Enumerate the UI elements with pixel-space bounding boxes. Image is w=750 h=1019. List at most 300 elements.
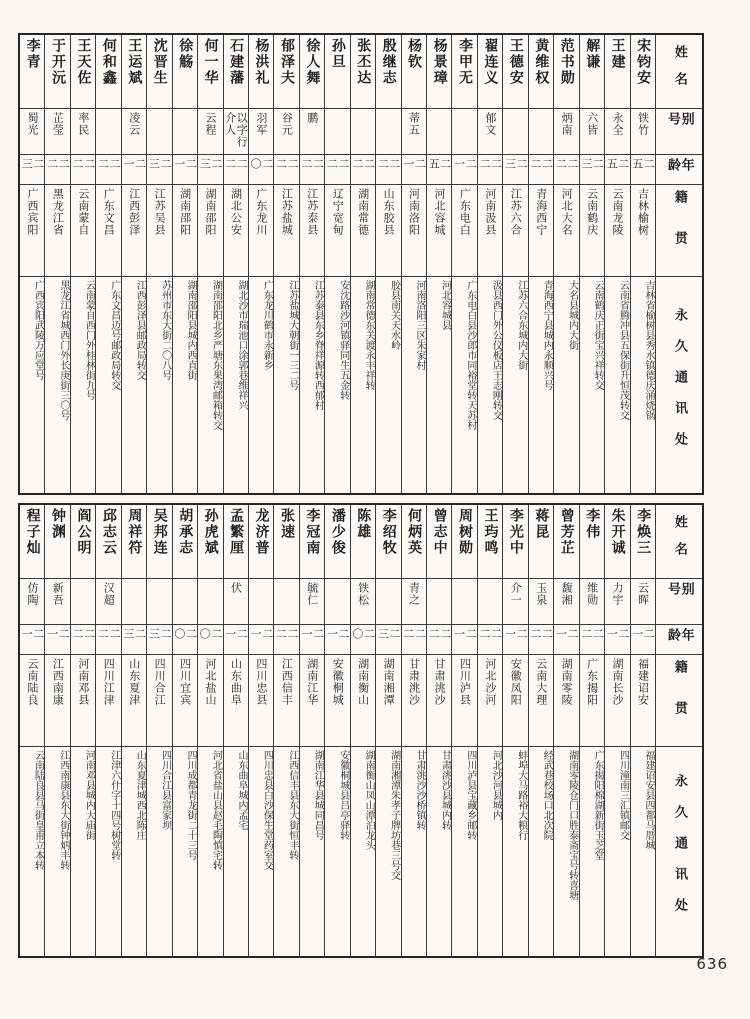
person-name-cell (325, 505, 349, 579)
person-alias-cell (529, 109, 553, 155)
person-alias-cell (20, 109, 44, 155)
person-address-cell (249, 277, 273, 493)
person-age: 二一 (223, 628, 248, 641)
person-name-cell (605, 505, 629, 579)
person-name: 于开沅 (50, 38, 66, 86)
person-name: 李冠南 (304, 508, 321, 556)
person-native-place-cell (274, 655, 298, 747)
person-age: 二一 (300, 628, 325, 641)
person-native-place: 湖南衡山 (356, 658, 370, 706)
person-name: 王玙鸣 (482, 508, 499, 556)
person-native-place: 福建诏安 (636, 658, 650, 706)
person-name-cell (325, 35, 349, 109)
person-address: 湖南常德东关渡永丰祥转 (363, 280, 375, 390)
person-native-place-cell (20, 185, 44, 277)
person-name-cell (376, 505, 400, 579)
person-alias: 云程 (204, 112, 218, 136)
person-age: 二二 (223, 158, 248, 171)
person-age: 二二 (401, 628, 426, 641)
person-alias-cell (452, 579, 476, 625)
person-name-cell (147, 35, 171, 109)
person-name: 孟繁厘 (228, 508, 245, 556)
person-column (529, 35, 554, 493)
person-name: 陈雄 (355, 508, 372, 540)
person-address: 河北容城县 (439, 280, 451, 330)
person-native-place-cell (45, 185, 69, 277)
person-alias: 蜀光 (25, 112, 39, 136)
person-name-cell (580, 35, 604, 109)
person-age: 二三 (121, 628, 147, 641)
person-name: 程子灿 (24, 508, 41, 556)
person-address: 广东电白县沙郎市同裕堂转天苏村 (464, 280, 476, 430)
person-native-place-cell (402, 185, 426, 277)
person-age: 二二 (478, 628, 503, 641)
person-address-cell (554, 747, 578, 956)
person-age: 二二 (376, 158, 401, 171)
person-age-cell (580, 155, 604, 185)
person-age-cell (96, 625, 120, 655)
person-age: 二三 (147, 158, 172, 171)
person-alias-cell (198, 109, 222, 155)
column-header-age-label: 年龄 (665, 628, 694, 643)
person-address-cell (427, 747, 451, 956)
person-address: 甘肃洮沙沙桥镇转 (414, 750, 425, 830)
person-address-cell (376, 747, 400, 956)
person-name-cell (249, 505, 273, 579)
person-native-place: 河南洛阳 (407, 188, 421, 236)
person-age: 二二 (71, 628, 96, 641)
person-address: 广东文昌迈号邮政局转交 (108, 280, 120, 390)
directory-table-bottom (18, 503, 704, 958)
person-native-place: 山东曲阜 (229, 658, 243, 706)
person-native-place-cell (249, 655, 273, 747)
person-address-cell (351, 277, 375, 493)
person-name-cell (631, 505, 655, 579)
person-name-cell (402, 35, 426, 109)
person-name: 张速 (278, 508, 295, 540)
person-address: 四川成都青龙街二十三号 (185, 750, 197, 860)
person-name-cell (45, 35, 69, 109)
person-native-place: 山东夏津 (127, 658, 141, 706)
person-native-place-cell (427, 655, 451, 747)
person-alias-cell (529, 579, 553, 625)
person-alias-cell (427, 109, 451, 155)
person-name: 胡承志 (177, 508, 194, 556)
person-name-cell (147, 505, 171, 579)
person-column (554, 505, 579, 956)
person-address: 四川泸县宝藏乡邮转 (464, 750, 476, 840)
person-native-place: 江苏盐城 (280, 188, 294, 236)
person-age: 二一 (45, 628, 70, 641)
person-column (45, 505, 70, 956)
person-native-place-cell (173, 655, 197, 747)
person-address-cell (631, 277, 655, 493)
person-column (325, 35, 350, 493)
person-alias-cell (122, 109, 146, 155)
person-address: 安沈路沙河镇驿同生五金转 (337, 280, 349, 400)
person-age: 二〇 (172, 628, 198, 641)
person-age: 二二 (71, 158, 96, 171)
person-address-cell (224, 277, 248, 493)
person-address-cell (402, 747, 426, 956)
person-alias-cell (376, 109, 400, 155)
person-native-place-cell (71, 185, 95, 277)
person-column (452, 505, 477, 956)
person-address-cell (20, 277, 44, 493)
person-address: 江西南康县东大街钟炳丰转 (57, 750, 69, 870)
person-native-place-cell (376, 185, 400, 277)
person-name-cell (274, 35, 298, 109)
person-alias: 羽军 (254, 112, 268, 136)
person-age-cell (224, 155, 248, 185)
person-age: 二一 (452, 158, 477, 171)
person-address-cell (452, 747, 476, 956)
person-native-place-cell (173, 185, 197, 277)
person-alias-cell (580, 109, 604, 155)
person-age-cell (478, 625, 502, 655)
person-alias-cell (224, 109, 248, 155)
person-name: 王运斌 (126, 38, 143, 86)
person-age: 二五 (605, 158, 630, 171)
person-alias: 新吾 (51, 582, 65, 606)
person-native-place-cell (198, 655, 222, 747)
person-alias-cell (402, 579, 426, 625)
person-name: 李焕三 (635, 508, 652, 556)
person-native-place: 江西信丰 (280, 658, 294, 706)
person-age: 二一 (554, 628, 579, 641)
person-name-cell (452, 35, 476, 109)
person-age-cell (325, 155, 349, 185)
person-alias-cell (554, 109, 578, 155)
person-alias-cell (503, 579, 527, 625)
person-native-place-cell (478, 655, 502, 747)
person-age: 二三 (147, 628, 172, 641)
person-alias-cell (45, 579, 69, 625)
person-column (224, 35, 249, 493)
person-age: 二二 (350, 158, 376, 171)
person-column (478, 505, 503, 956)
person-name-cell (300, 505, 324, 579)
person-column (96, 505, 121, 956)
person-column (71, 505, 96, 956)
person-alias-cell (45, 109, 69, 155)
person-native-place-cell (631, 185, 655, 277)
person-native-place: 安徽凤阳 (509, 658, 523, 706)
person-name: 徐觞 (177, 38, 194, 70)
person-native-place: 河北盐山 (204, 658, 218, 706)
person-alias-cell (96, 579, 120, 625)
person-age-cell (605, 155, 629, 185)
person-column (122, 35, 147, 493)
person-age-cell (71, 155, 95, 185)
person-column (274, 35, 299, 493)
person-address-cell (122, 747, 146, 956)
person-name-cell (503, 505, 527, 579)
person-address-cell (452, 277, 476, 493)
person-name-cell (529, 505, 553, 579)
person-name-cell (249, 35, 273, 109)
person-alias-cell (274, 579, 298, 625)
person-alias: 凌云 (127, 112, 141, 136)
page-number: 636 (696, 955, 728, 973)
person-name-cell (478, 35, 502, 109)
person-alias-cell (631, 579, 655, 625)
person-alias-cell (325, 109, 349, 155)
person-address-cell (173, 277, 197, 493)
person-name: 邱志云 (100, 508, 117, 556)
person-alias-cell (605, 579, 629, 625)
person-native-place: 湖北公安 (229, 188, 243, 236)
person-name-cell (20, 35, 44, 109)
person-native-place: 四川合江 (153, 658, 167, 706)
person-age-cell (325, 625, 349, 655)
column-header-name-label: 姓名 (671, 44, 687, 99)
person-age-cell (45, 625, 69, 655)
column-header-age (656, 625, 702, 655)
person-name: 孙旦 (329, 38, 346, 70)
person-native-place: 河北沙河 (483, 658, 497, 706)
person-address: 山东夏津城西北陈庄 (134, 750, 146, 840)
column-header-alias (656, 579, 702, 625)
person-column (631, 505, 656, 956)
person-native-place-cell (452, 185, 476, 277)
person-column (452, 35, 477, 493)
person-age-cell (503, 155, 527, 185)
person-native-place: 四川忠县 (254, 658, 268, 706)
person-alias: 伏 (229, 582, 243, 594)
person-alias-cell (605, 109, 629, 155)
person-native-place-cell (20, 655, 44, 747)
person-native-place: 云南陆良 (25, 658, 39, 706)
person-native-place-cell (529, 655, 553, 747)
person-alias: 蒂五 (407, 112, 421, 136)
person-address-cell (45, 277, 69, 493)
person-native-place: 吉林榆树 (636, 188, 650, 236)
column-header-address-label: 永久通讯处 (672, 774, 687, 929)
person-alias-cell (427, 579, 451, 625)
person-name-cell (20, 505, 44, 579)
person-name: 杨景璋 (431, 38, 448, 86)
person-address-cell (300, 277, 324, 493)
person-address-cell (224, 747, 248, 956)
person-alias-cell (351, 579, 375, 625)
person-native-place: 云南蒙自 (76, 188, 90, 236)
person-name: 李伟 (584, 508, 601, 540)
person-age-cell (631, 625, 655, 655)
person-age: 二一 (630, 628, 655, 641)
person-native-place: 青海西宁 (534, 188, 548, 236)
person-alias-cell (147, 109, 171, 155)
person-column (580, 505, 605, 956)
person-age-cell (20, 155, 44, 185)
column-header-name-label: 姓名 (671, 514, 687, 569)
person-age: 二二 (579, 628, 605, 641)
person-address-cell (529, 277, 553, 493)
person-alias-cell (173, 579, 197, 625)
person-native-place: 湖南邵阳 (204, 188, 218, 236)
person-address: 河南邓县城内大庙街 (83, 750, 95, 840)
person-native-place-cell (452, 655, 476, 747)
person-alias-cell (300, 579, 324, 625)
person-native-place-cell (554, 185, 578, 277)
person-age-cell (198, 155, 222, 185)
person-address: 江津六什字十四号树堂转 (108, 750, 120, 860)
person-native-place-cell (351, 655, 375, 747)
person-address: 云南陆良县马街皇甫立本转 (32, 750, 44, 870)
person-native-place: 黑龙江省 (51, 188, 65, 236)
person-native-place: 河南汲县 (483, 188, 497, 236)
person-native-place: 辽宁宽甸 (331, 188, 345, 236)
person-age-cell (147, 625, 171, 655)
person-address-cell (478, 277, 502, 493)
column-header-name (656, 505, 702, 579)
column-header-native-place (656, 185, 702, 277)
person-column (427, 35, 452, 493)
person-alias: 鹏 (305, 112, 319, 124)
person-name-cell (173, 35, 197, 109)
person-column (503, 35, 528, 493)
person-column (402, 505, 427, 956)
person-column (605, 505, 630, 956)
person-address: 湖南衡山凤山潭泊龙头 (363, 750, 375, 850)
person-name: 周树勋 (457, 508, 473, 556)
person-name: 石建藩 (228, 38, 245, 86)
column-header-native-place-label: 籍贯 (671, 189, 687, 272)
person-name: 潘少俊 (329, 508, 346, 556)
person-address-cell (71, 747, 95, 956)
person-native-place-cell (503, 185, 527, 277)
person-age-cell (300, 625, 324, 655)
person-alias: 以字行介人 (223, 112, 248, 148)
person-native-place-cell (300, 655, 324, 747)
person-address: 苏州市东大街二〇八号 (159, 280, 171, 380)
person-alias: 仿陶 (25, 582, 39, 606)
person-native-place-cell (300, 185, 324, 277)
person-address-cell (274, 747, 298, 956)
person-address: 江苏六合东城内大街 (515, 280, 527, 370)
people-columns-bottom (20, 505, 656, 956)
person-native-place: 江苏六合 (509, 188, 523, 236)
person-age: 二一 (172, 158, 198, 171)
person-age: 二二 (478, 158, 503, 171)
person-address-cell (478, 747, 502, 956)
person-alias: 铁竹 (636, 112, 650, 136)
person-age: 二一 (605, 628, 630, 641)
person-age-cell (249, 625, 273, 655)
person-alias-cell (580, 579, 604, 625)
person-age-cell (274, 155, 298, 185)
person-native-place-cell (325, 185, 349, 277)
person-name: 翟连义 (482, 38, 499, 86)
person-native-place-cell (580, 185, 604, 277)
person-address-cell (198, 747, 222, 956)
person-alias-cell (96, 109, 120, 155)
person-name: 黄维权 (533, 38, 550, 86)
person-address-cell (580, 277, 604, 493)
person-alias: 铁松 (356, 582, 370, 606)
person-address: 河北沙河县城内 (490, 750, 502, 820)
person-name-cell (45, 505, 69, 579)
person-age: 二一 (121, 158, 147, 171)
person-name: 阎公明 (75, 508, 92, 556)
person-name: 李绍牧 (380, 508, 397, 556)
person-column (122, 505, 147, 956)
person-age-cell (529, 155, 553, 185)
person-native-place: 广西宾阳 (25, 188, 39, 236)
person-column (605, 35, 630, 493)
person-alias: 馥湘 (560, 582, 574, 606)
person-name: 范书勋 (558, 38, 575, 86)
person-column (554, 35, 579, 493)
person-name: 蒋昆 (533, 508, 550, 540)
person-alias: 青之 (407, 582, 421, 606)
person-age-cell (351, 625, 375, 655)
person-address: 黑龙江省城西门外长庚街三〇号 (57, 280, 69, 420)
column-header-address (656, 277, 702, 493)
person-address: 经武巷校场口北次院 (541, 750, 553, 840)
person-native-place: 湖南湘潭 (382, 658, 396, 706)
person-name: 李甲无 (457, 38, 473, 86)
person-native-place-cell (96, 185, 120, 277)
column-header-native-place (656, 655, 702, 747)
person-native-place-cell (402, 655, 426, 747)
person-name-cell (376, 35, 400, 109)
person-name: 殷继志 (380, 38, 397, 86)
person-age-cell (554, 625, 578, 655)
person-native-place-cell (224, 655, 248, 747)
person-address: 江苏泰县东乡脊祥源转西郁村 (312, 280, 324, 410)
person-name: 王天佐 (75, 38, 92, 86)
person-native-place-cell (71, 655, 95, 747)
person-name-cell (274, 505, 298, 579)
person-age-cell (452, 155, 476, 185)
person-age-cell (427, 155, 451, 185)
person-native-place: 广东电白 (458, 188, 472, 236)
person-name-cell (605, 35, 629, 109)
person-native-place: 云南大理 (534, 658, 548, 706)
person-age: 二〇 (350, 628, 376, 641)
person-column (402, 35, 427, 493)
table-header-column (656, 35, 702, 493)
person-native-place: 甘肃洮沙 (432, 658, 446, 706)
person-alias-cell (249, 579, 273, 625)
person-name-cell (452, 505, 476, 579)
person-address-cell (20, 747, 44, 956)
person-age-cell (300, 155, 324, 185)
person-address: 胶县南关天水岭 (388, 280, 400, 350)
people-columns-top (20, 35, 656, 493)
column-header-alias-label: 别号 (665, 582, 694, 603)
person-age: 二五 (630, 158, 655, 171)
person-native-place-cell (503, 655, 527, 747)
person-address: 湖南邵阳县城内西直街 (185, 280, 197, 380)
person-native-place: 江苏泰县 (305, 188, 319, 236)
person-column (325, 505, 350, 956)
person-age-cell (224, 625, 248, 655)
person-name: 何和鑫 (100, 38, 117, 86)
person-native-place-cell (351, 185, 375, 277)
column-header-alias (656, 109, 702, 155)
person-name-cell (122, 505, 146, 579)
person-address-cell (325, 747, 349, 956)
person-column (20, 35, 45, 493)
person-address-cell (605, 747, 629, 956)
person-address: 江西彭泽县邮政局转交 (134, 280, 146, 380)
person-native-place: 四川宜宾 (178, 658, 192, 706)
person-address-cell (351, 747, 375, 956)
person-column (351, 505, 376, 956)
person-column (274, 505, 299, 956)
